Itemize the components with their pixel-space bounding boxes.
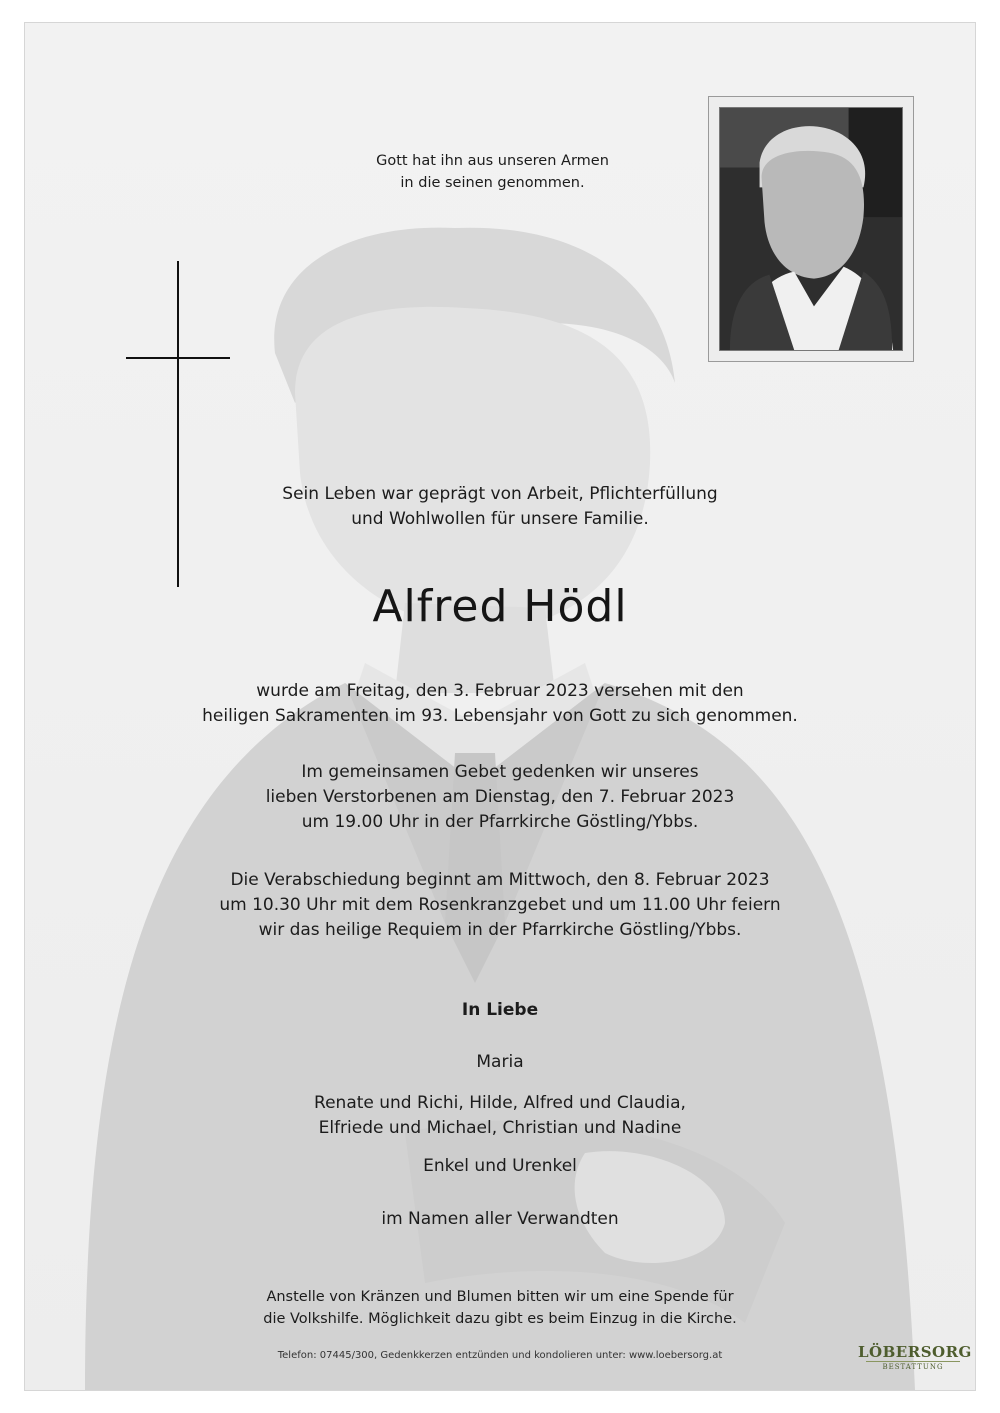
portrait-photo-illustration xyxy=(720,108,902,350)
donation-note: Anstelle von Kränzen und Blumen bitten wir um eine Spende für die Volkshilfe. Möglichkeit dazu gibt es beim Einzug in die Kirche. xyxy=(263,1289,737,1327)
portrait-photo xyxy=(719,107,903,351)
logo-divider xyxy=(866,1361,960,1362)
portrait-photo-frame xyxy=(708,96,914,362)
mourner-grandchildren: Enkel und Urenkel xyxy=(423,1156,577,1176)
death-announcement: wurde am Freitag, den 3. Februar 2023 versehen mit den heiligen Sakramenten im 93. Lebensjahr von Gott zu sich genommen. xyxy=(202,681,798,726)
prayer-service-info: Im gemeinsamen Gebet gedenken wir unseres lieben Verstorbenen am Dienstag, den 7. Februar 2023 um 19.00 Uhr in der Pfarrkirche Göstling/Ybbs. xyxy=(265,762,735,832)
cross-symbol-vertical xyxy=(177,261,179,587)
logo-subtitle: BESTATTUNG xyxy=(882,1363,944,1371)
footer-contact: Telefon: 07445/300, Gedenkkerzen entzünden und kondolieren unter: www.loebersorg.at xyxy=(277,1350,723,1361)
mourners-heading: In Liebe xyxy=(461,1000,539,1020)
logo-name: LÖBERSORG xyxy=(858,1343,972,1361)
farewell-service-info: Die Verabschiedung beginnt am Mittwoch, den 8. Februar 2023 um 10.30 Uhr mit dem Rosenkranzgebet und um 11.00 Uhr feiern wir das heilige Requiem in der Pfarrkirche Göstling/Ybbs. xyxy=(219,870,781,940)
mourner-relatives: im Namen aller Verwandten xyxy=(381,1209,619,1229)
mourner-children: Renate und Richi, Hilde, Alfred und Claudia, Elfriede und Michael, Christian und Nadine xyxy=(314,1093,686,1138)
cross-symbol-horizontal xyxy=(126,357,230,359)
funeral-home-logo xyxy=(858,1343,972,1376)
life-motto: Sein Leben war geprägt von Arbeit, Pflichterfüllung und Wohlwollen für unsere Familie. xyxy=(282,484,718,529)
mourner-spouse: Maria xyxy=(476,1052,524,1072)
epitaph-quote: Gott hat ihn aus unseren Armen in die seinen genommen. xyxy=(376,153,609,191)
deceased-name: Alfred Hödl xyxy=(372,581,628,632)
